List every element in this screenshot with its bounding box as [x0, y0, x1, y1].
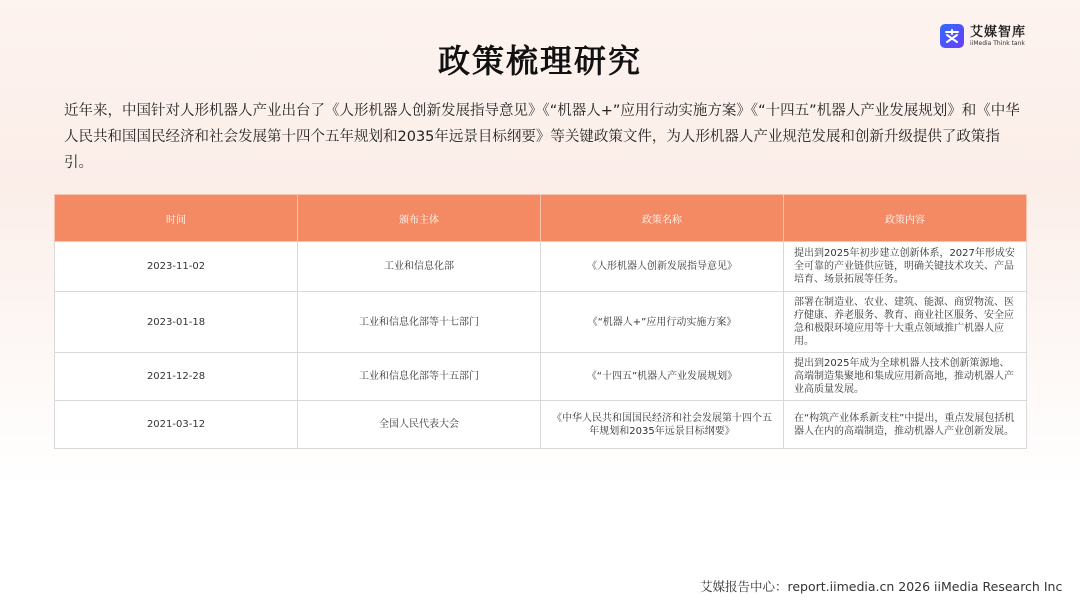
logo-name: 艾媒智库 [970, 24, 1027, 40]
header-content: 政策内容 [784, 195, 1027, 242]
table-header-row [55, 195, 1027, 242]
cell-issuer: 工业和信息化部 [298, 242, 541, 292]
cell-date: 2021-03-12 [55, 401, 298, 449]
cell-date: 2021-12-28 [55, 353, 298, 401]
cell-date: 2023-11-02 [55, 242, 298, 292]
cell-issuer: 工业和信息化部等十七部门 [298, 292, 541, 353]
table-row [55, 242, 1027, 292]
cell-issuer: 全国人民代表大会 [298, 401, 541, 449]
cell-policy: 《中华人民共和国国民经济和社会发展第十四个五年规划和2035年远景目标纲要》 [541, 401, 784, 449]
cell-policy: 《“机器人+”应用行动实施方案》 [541, 292, 784, 353]
header-issuer: 颁布主体 [298, 195, 541, 242]
cell-policy: 《人形机器人创新发展指导意见》 [541, 242, 784, 292]
cell-content: 部署在制造业、农业、建筑、能源、商贸物流、医疗健康、养老服务、教育、商业社区服务、安全应急和极限环境应用等十大重点领域推广机器人应用。 [784, 292, 1027, 353]
cell-policy: 《“十四五”机器人产业发展规划》 [541, 353, 784, 401]
page-title: 政策梳理研究 [437, 42, 642, 80]
table-row [55, 401, 1027, 449]
table-row [55, 353, 1027, 401]
footer-credit: 艾媒报告中心：report.iimedia.cn 2026 iiMedia Research Inc [700, 579, 1063, 594]
cell-content: 在“构筑产业体系新支柱”中提出，重点发展包括机器人在内的高端制造，推动机器人产业创新发展。 [784, 401, 1027, 449]
header-policy: 政策名称 [541, 195, 784, 242]
cell-issuer: 工业和信息化部等十五部门 [298, 353, 541, 401]
policy-table [54, 194, 1027, 449]
table-row [55, 292, 1027, 353]
intro-paragraph: 近年来，中国针对人形机器人产业出台了《人形机器人创新发展指导意见》《“机器人+”应用行动实施方案》《“十四五”机器人产业发展规划》和《中华人民共和国国民经济和社会发展第十四个五年规划和2035年远景目标纲要》等关键政策文件，为人形机器人产业规范发展和创新升级提供了政策指引。 [64, 103, 1020, 171]
cell-date: 2023-01-18 [55, 292, 298, 353]
cell-content: 提出到2025年成为全球机器人技术创新策源地、高端制造集聚地和集成应用新高地，推动机器人产业高质量发展。 [784, 353, 1027, 401]
header-date: 时间 [55, 195, 298, 242]
cell-content: 提出到2025年初步建立创新体系，2027年形成安全可靠的产业链供应链，明确关键技术攻关、产品培育、场景拓展等任务。 [784, 242, 1027, 292]
logo-subtitle: iiMedia Think tank [970, 39, 1025, 47]
